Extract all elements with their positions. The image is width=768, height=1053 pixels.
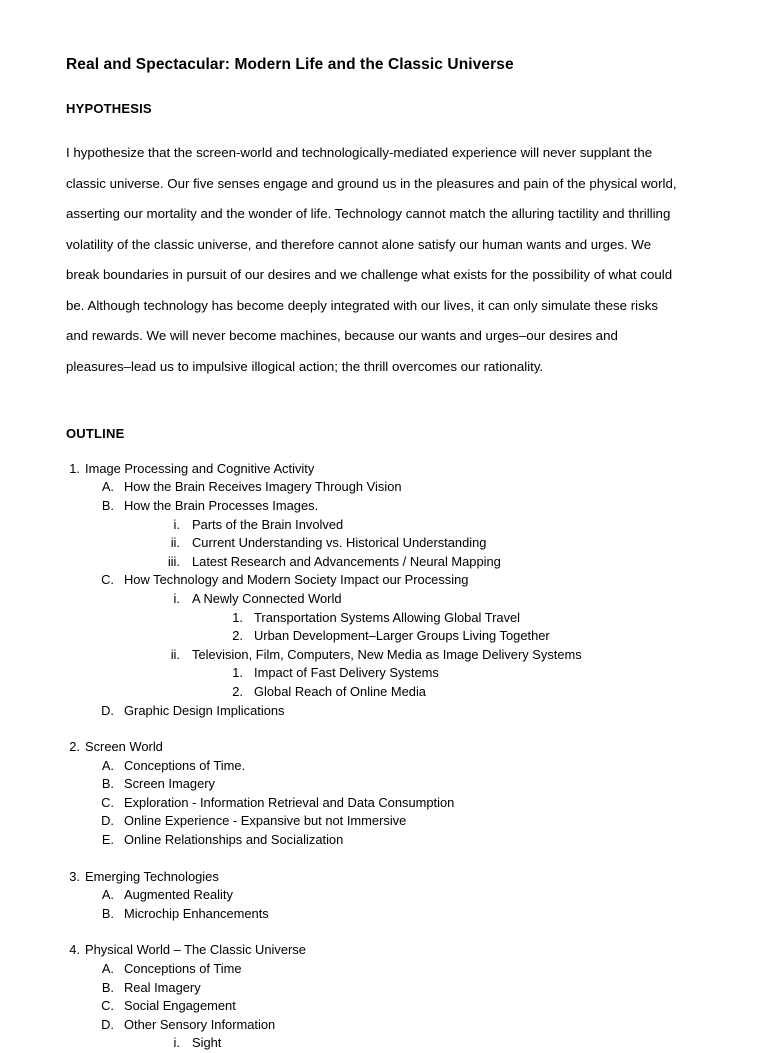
outline-item-marker: 1. [69, 460, 80, 476]
hypothesis-heading: HYPOTHESIS [66, 100, 152, 116]
outline-item-level-2 [66, 886, 700, 905]
outline-item-label: Urban Development–Larger Groups Living Together [254, 628, 550, 644]
outline-item-marker: D. [101, 1016, 114, 1032]
outline-item-label: Online Relationships and Socialization [124, 832, 344, 848]
outline-item-label: A Newly Connected World [192, 590, 342, 606]
outline-item-label: Global Reach of Online Media [254, 683, 426, 699]
outline-list [66, 460, 700, 1053]
outline-item-marker: B. [101, 776, 114, 792]
outline-item-level-1 [66, 941, 700, 960]
outline-item-label: Impact of Fast Delivery Systems [254, 665, 439, 681]
outline-item-label: How the Brain Receives Imagery Through Vision [124, 479, 402, 495]
outline-item-label: Physical World – The Classic Universe [85, 942, 306, 958]
outline-item-level-2 [66, 775, 700, 794]
outline-item-label: Transportation Systems Allowing Global Travel [254, 609, 521, 625]
outline-item-marker: D. [101, 813, 114, 829]
outline-item-label: Online Experience - Expansive but not Immersive [124, 813, 407, 829]
outline-item-label: Television, Film, Computers, New Media as Image Delivery Systems [192, 646, 582, 662]
outline-item-level-3 [66, 516, 700, 535]
outline-item-level-3 [66, 590, 700, 609]
outline-section [66, 868, 700, 924]
section-spacer [66, 382, 700, 426]
outline-item-label: Image Processing and Cognitive Activity [85, 460, 315, 476]
outline-item-level-2 [66, 497, 700, 516]
outline-item-label: Emerging Technologies [85, 868, 219, 884]
outline-item-level-3 [66, 553, 700, 572]
outline-item-marker: ii. [170, 535, 180, 551]
outline-item-level-2 [66, 757, 700, 776]
outline-item-level-2 [66, 478, 700, 497]
outline-heading: OUTLINE [66, 426, 125, 442]
outline-item-level-2 [66, 1016, 700, 1035]
hypothesis-paragraph: I hypothesize that the screen-world and technologically-mediated experience will never supplant the classic universe. Our five senses engage and ground us in the pleasures and pain of the physical world, asserting our mortality and the wonder of life. Technology cannot match the alluring tactility and thrilling volatility of the classic universe, and therefore cannot alone satisfy our human wants and urges. We break boundaries in pursuit of our desires and we challenge what exists for the possibility of what could be. Although technology has become deeply integrated with our lives, it can only simulate these risks and rewards. We will never become machines, because our wants and urges–our desires and pleasures–lead us to impulsive illogical action; the thrill overcomes our rationality. [66, 145, 677, 374]
outline-item-level-2 [66, 997, 700, 1016]
outline-item-marker: i. [173, 1035, 180, 1051]
outline-item-marker: ii. [170, 646, 180, 662]
outline-item-label: Real Imagery [124, 979, 201, 995]
outline-item-label: Screen World [85, 739, 163, 755]
outline-item-marker: 1. [232, 665, 243, 681]
outline-item-label: Conceptions of Time. [124, 757, 246, 773]
outline-item-level-2 [66, 905, 700, 924]
outline-item-label: Microchip Enhancements [124, 905, 269, 921]
outline-item-marker: 2. [232, 628, 243, 644]
outline-item-marker: E. [101, 832, 114, 848]
outline-section [66, 941, 700, 1053]
outline-item-marker: 2. [69, 739, 80, 755]
outline-item-marker: 3. [69, 868, 80, 884]
outline-item-level-3 [66, 1034, 700, 1053]
outline-item-marker: B. [101, 979, 114, 995]
outline-item-level-1 [66, 738, 700, 757]
outline-item-level-4 [66, 683, 700, 702]
outline-item-marker: C. [101, 794, 114, 810]
outline-item-level-2 [66, 571, 700, 590]
outline-item-label: Parts of the Brain Involved [192, 516, 344, 532]
outline-item-marker: 1. [232, 609, 243, 625]
outline-item-label: Current Understanding vs. Historical Understanding [192, 535, 487, 551]
outline-section [66, 460, 700, 720]
outline-item-level-4 [66, 627, 700, 646]
outline-item-label: Other Sensory Information [124, 1016, 276, 1032]
outline-item-marker: B. [101, 905, 114, 921]
outline-item-label: Graphic Design Implications [124, 702, 285, 718]
outline-item-label: Screen Imagery [124, 776, 215, 792]
outline-item-level-2 [66, 831, 700, 850]
outline-item-level-2 [66, 702, 700, 721]
outline-item-level-3 [66, 646, 700, 665]
outline-item-label: Exploration - Information Retrieval and Data Consumption [124, 794, 455, 810]
outline-item-level-4 [66, 609, 700, 628]
outline-item-level-1 [66, 868, 700, 887]
page-title: Real and Spectacular: Modern Life and the Classic Universe [66, 56, 514, 73]
outline-item-marker: C. [101, 572, 114, 588]
outline-item-marker: i. [173, 590, 180, 606]
outline-item-level-2 [66, 794, 700, 813]
outline-item-label: Sight [192, 1035, 222, 1051]
outline-item-marker: 2. [232, 683, 243, 699]
outline-item-level-4 [66, 664, 700, 683]
outline-item-marker: A. [101, 479, 114, 495]
outline-item-marker: D. [101, 702, 114, 718]
outline-item-marker: A. [101, 961, 114, 977]
outline-item-level-2 [66, 979, 700, 998]
outline-item-level-2 [66, 812, 700, 831]
outline-item-label: How Technology and Modern Society Impact our Processing [124, 572, 469, 588]
outline-item-level-1 [66, 460, 700, 479]
outline-item-marker: A. [101, 757, 114, 773]
outline-item-label: Social Engagement [124, 998, 236, 1014]
outline-item-marker: 4. [69, 942, 80, 958]
outline-item-marker: A. [101, 887, 114, 903]
outline-section [66, 738, 700, 850]
outline-item-level-2 [66, 960, 700, 979]
outline-item-label: Conceptions of Time [124, 961, 242, 977]
outline-item-marker: C. [101, 998, 114, 1014]
outline-item-level-3 [66, 534, 700, 553]
outline-item-marker: B. [101, 497, 114, 513]
outline-item-marker: iii. [167, 553, 180, 569]
outline-item-label: Latest Research and Advancements / Neural Mapping [192, 553, 501, 569]
outline-item-label: How the Brain Processes Images. [124, 497, 319, 513]
outline-item-marker: i. [173, 516, 180, 532]
outline-item-label: Augmented Reality [124, 887, 233, 903]
